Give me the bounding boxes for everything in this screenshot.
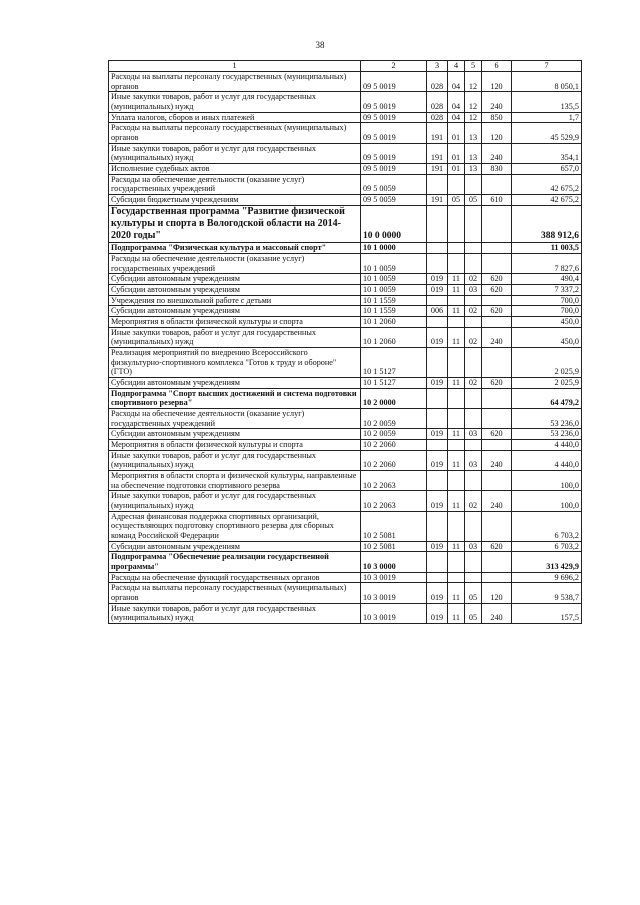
row-section-code: 04: [448, 112, 465, 123]
table-row: [109, 253, 582, 273]
row-amount: 7 827,6: [512, 253, 582, 273]
row-target-code: 09 5 0019: [361, 143, 427, 163]
row-name: Уплата налогов, сборов и иных платежей: [109, 112, 361, 123]
row-subsection-code: [465, 388, 482, 408]
row-expense-type: 620: [482, 378, 512, 389]
row-name: Реализация мероприятий по внедрению Всероссийского физкультурно-спортивного комплекса "Готов к труду и обороне" (ГТО): [109, 348, 361, 378]
row-target-code: 10 1 0000: [361, 243, 427, 254]
row-amount: 7 337,2: [512, 284, 582, 295]
row-ministry-code: [427, 572, 448, 583]
row-target-code: 09 5 0019: [361, 72, 427, 92]
table-row: [109, 195, 582, 206]
row-expense-type: 620: [482, 306, 512, 317]
row-section-code: 11: [448, 583, 465, 603]
row-target-code: 10 1 0059: [361, 253, 427, 273]
row-expense-type: [482, 348, 512, 378]
row-section-code: [448, 511, 465, 541]
row-amount: 4 440,0: [512, 440, 582, 451]
row-target-code: 10 3 0019: [361, 603, 427, 623]
page-number: 38: [315, 40, 325, 50]
row-expense-type: [482, 295, 512, 306]
row-section-code: 01: [448, 143, 465, 163]
row-section-code: 04: [448, 72, 465, 92]
row-expense-type: 830: [482, 164, 512, 175]
header-col-7: 7: [512, 61, 582, 72]
header-col-3: 3: [427, 61, 448, 72]
row-name: Расходы на выплаты персоналу государственных (муниципальных) органов: [109, 72, 361, 92]
row-target-code: 10 2 0059: [361, 409, 427, 429]
row-expense-type: 120: [482, 583, 512, 603]
row-section-code: 11: [448, 378, 465, 389]
table-row: [109, 143, 582, 163]
row-section-code: 11: [448, 274, 465, 285]
row-target-code: 09 5 0019: [361, 92, 427, 112]
header-col-5: 5: [465, 61, 482, 72]
row-amount: 9 538,7: [512, 583, 582, 603]
row-name: Адресная финансовая поддержка спортивных организаций, осуществляющих подготовку спортивного резерва для сборных команд Российской Федерации: [109, 511, 361, 541]
row-ministry-code: [427, 471, 448, 491]
row-subsection-code: [465, 174, 482, 194]
row-amount: 2 025,9: [512, 348, 582, 378]
row-ministry-code: 191: [427, 195, 448, 206]
row-name: Иные закупки товаров, работ и услуг для государственных (муниципальных) нужд: [109, 491, 361, 511]
row-target-code: 10 1 5127: [361, 378, 427, 389]
row-subsection-code: 13: [465, 123, 482, 143]
table-row: [109, 112, 582, 123]
row-name: Расходы на обеспечение деятельности (оказание услуг) государственных учреждений: [109, 253, 361, 273]
row-section-code: [448, 243, 465, 254]
row-expense-type: 120: [482, 123, 512, 143]
row-ministry-code: [427, 552, 448, 572]
row-expense-type: [482, 174, 512, 194]
row-target-code: 10 2 5081: [361, 511, 427, 541]
row-subsection-code: [465, 348, 482, 378]
row-name: Субсидии автономным учреждениям: [109, 429, 361, 440]
row-target-code: 09 5 0019: [361, 164, 427, 175]
table-row: [109, 284, 582, 295]
row-target-code: 10 1 1559: [361, 295, 427, 306]
row-section-code: 04: [448, 92, 465, 112]
row-section-code: [448, 471, 465, 491]
row-name: Мероприятия в области физической культуры и спорта: [109, 440, 361, 451]
row-amount: 313 429,9: [512, 552, 582, 572]
row-expense-type: 240: [482, 603, 512, 623]
table-row: [109, 72, 582, 92]
row-section-code: 11: [448, 603, 465, 623]
table-row: [109, 274, 582, 285]
row-name: Государственная программа "Развитие физической культуры и спорта в Вологодской области на 2014-2020 годы": [109, 205, 361, 243]
row-target-code: 10 2 2060: [361, 440, 427, 451]
row-target-code: 10 3 0019: [361, 583, 427, 603]
row-name: Учреждения по внешкольной работе с детьми: [109, 295, 361, 306]
row-subsection-code: [465, 511, 482, 541]
row-subsection-code: 03: [465, 284, 482, 295]
row-target-code: 10 2 0059: [361, 429, 427, 440]
row-target-code: 10 2 2063: [361, 471, 427, 491]
row-ministry-code: [427, 440, 448, 451]
row-name: Подпрограмма "Спорт высших достижений и система подготовки спортивного резерва": [109, 388, 361, 408]
row-subsection-code: [465, 409, 482, 429]
row-ministry-code: 019: [427, 603, 448, 623]
row-expense-type: [482, 572, 512, 583]
row-target-code: 09 5 0019: [361, 112, 427, 123]
row-amount: 42 675,2: [512, 174, 582, 194]
row-ministry-code: 019: [427, 378, 448, 389]
row-section-code: [448, 572, 465, 583]
row-section-code: [448, 348, 465, 378]
row-ministry-code: 028: [427, 72, 448, 92]
row-amount: 490,4: [512, 274, 582, 285]
row-amount: 6 703,2: [512, 511, 582, 541]
row-subsection-code: 02: [465, 274, 482, 285]
row-ministry-code: 019: [427, 583, 448, 603]
row-ministry-code: 019: [427, 450, 448, 470]
row-target-code: 10 2 5081: [361, 541, 427, 552]
row-amount: 157,5: [512, 603, 582, 623]
row-subsection-code: 13: [465, 143, 482, 163]
row-ministry-code: [427, 388, 448, 408]
row-ministry-code: [427, 409, 448, 429]
row-section-code: [448, 295, 465, 306]
header-col-2: 2: [361, 61, 427, 72]
row-name: Мероприятия в области физической культуры и спорта: [109, 317, 361, 328]
table-row: [109, 92, 582, 112]
table-row: [109, 409, 582, 429]
row-expense-type: 240: [482, 327, 512, 347]
row-target-code: 09 5 0059: [361, 195, 427, 206]
row-ministry-code: 019: [427, 274, 448, 285]
row-subsection-code: 02: [465, 327, 482, 347]
row-subsection-code: [465, 295, 482, 306]
row-name: Расходы на обеспечение функций государственных органов: [109, 572, 361, 583]
row-subsection-code: [465, 205, 482, 243]
table-row: [109, 174, 582, 194]
table-row: [109, 603, 582, 623]
row-section-code: [448, 317, 465, 328]
row-target-code: 10 2 0000: [361, 388, 427, 408]
row-amount: 42 675,2: [512, 195, 582, 206]
header-col-1: 1: [109, 61, 361, 72]
row-section-code: 11: [448, 306, 465, 317]
table-row: [109, 164, 582, 175]
row-ministry-code: 028: [427, 112, 448, 123]
row-amount: 657,0: [512, 164, 582, 175]
row-amount: 700,0: [512, 295, 582, 306]
row-ministry-code: [427, 317, 448, 328]
row-amount: 135,5: [512, 92, 582, 112]
row-ministry-code: 019: [427, 327, 448, 347]
row-amount: 388 912,6: [512, 205, 582, 243]
row-amount: 64 479,2: [512, 388, 582, 408]
table-row: [109, 511, 582, 541]
row-name: Расходы на обеспечение деятельности (оказание услуг) государственных учреждений: [109, 409, 361, 429]
table-row: [109, 348, 582, 378]
row-expense-type: [482, 471, 512, 491]
row-name: Иные закупки товаров, работ и услуг для государственных (муниципальных) нужд: [109, 327, 361, 347]
row-ministry-code: 019: [427, 491, 448, 511]
row-name: Иные закупки товаров, работ и услуг для государственных (муниципальных) нужд: [109, 450, 361, 470]
row-expense-type: [482, 317, 512, 328]
row-name: Субсидии автономным учреждениям: [109, 284, 361, 295]
table-row: [109, 295, 582, 306]
row-section-code: 11: [448, 429, 465, 440]
row-section-code: 11: [448, 541, 465, 552]
row-subsection-code: 02: [465, 306, 482, 317]
row-subsection-code: [465, 317, 482, 328]
row-amount: 100,0: [512, 471, 582, 491]
row-subsection-code: 12: [465, 112, 482, 123]
row-amount: 354,1: [512, 143, 582, 163]
row-amount: 53 236,0: [512, 429, 582, 440]
row-subsection-code: [465, 471, 482, 491]
row-section-code: 11: [448, 450, 465, 470]
table-header-row: [109, 61, 582, 72]
table-row: [109, 388, 582, 408]
row-expense-type: [482, 253, 512, 273]
row-section-code: [448, 409, 465, 429]
row-ministry-code: [427, 205, 448, 243]
row-target-code: 10 2 2060: [361, 450, 427, 470]
row-name: Иные закупки товаров, работ и услуг для государственных (муниципальных) нужд: [109, 143, 361, 163]
row-amount: 100,0: [512, 491, 582, 511]
table-row: [109, 306, 582, 317]
table-row: [109, 123, 582, 143]
table-row: [109, 471, 582, 491]
row-name: Исполнение судебных актов: [109, 164, 361, 175]
row-amount: 9 696,2: [512, 572, 582, 583]
row-ministry-code: 191: [427, 143, 448, 163]
row-target-code: 10 2 2063: [361, 491, 427, 511]
row-subsection-code: 02: [465, 378, 482, 389]
row-subsection-code: 03: [465, 541, 482, 552]
row-subsection-code: 13: [465, 164, 482, 175]
row-expense-type: 240: [482, 143, 512, 163]
row-name: Иные закупки товаров, работ и услуг для государственных (муниципальных) нужд: [109, 603, 361, 623]
row-subsection-code: [465, 243, 482, 254]
row-section-code: [448, 388, 465, 408]
row-section-code: [448, 440, 465, 451]
table-row: [109, 327, 582, 347]
row-amount: 53 236,0: [512, 409, 582, 429]
row-expense-type: 620: [482, 429, 512, 440]
row-subsection-code: 05: [465, 603, 482, 623]
row-subsection-code: 03: [465, 429, 482, 440]
table-row: [109, 429, 582, 440]
row-name: Субсидии автономным учреждениям: [109, 306, 361, 317]
row-name: Субсидии автономным учреждениям: [109, 274, 361, 285]
row-target-code: 10 1 0059: [361, 274, 427, 285]
row-ministry-code: [427, 174, 448, 194]
row-ministry-code: 019: [427, 429, 448, 440]
row-subsection-code: 02: [465, 491, 482, 511]
row-amount: 450,0: [512, 327, 582, 347]
row-target-code: 10 1 2060: [361, 317, 427, 328]
row-section-code: 11: [448, 327, 465, 347]
row-target-code: 10 1 2060: [361, 327, 427, 347]
row-section-code: [448, 174, 465, 194]
row-amount: 450,0: [512, 317, 582, 328]
row-target-code: 10 1 0059: [361, 284, 427, 295]
row-name: Мероприятия в области спорта и физической культуры, направленные на обеспечение подготовки спортивного резерва: [109, 471, 361, 491]
row-subsection-code: 05: [465, 195, 482, 206]
row-expense-type: [482, 409, 512, 429]
row-expense-type: [482, 552, 512, 572]
row-subsection-code: [465, 572, 482, 583]
row-section-code: [448, 552, 465, 572]
row-subsection-code: [465, 440, 482, 451]
row-subsection-code: 05: [465, 583, 482, 603]
table-row: [109, 243, 582, 254]
table-row: [109, 450, 582, 470]
row-name: Расходы на обеспечение деятельности (оказание услуг) государственных учреждений: [109, 174, 361, 194]
row-section-code: 11: [448, 284, 465, 295]
row-amount: 6 703,2: [512, 541, 582, 552]
row-ministry-code: 019: [427, 284, 448, 295]
row-expense-type: 610: [482, 195, 512, 206]
row-subsection-code: 12: [465, 92, 482, 112]
row-ministry-code: [427, 295, 448, 306]
row-subsection-code: [465, 253, 482, 273]
row-expense-type: [482, 388, 512, 408]
row-expense-type: 620: [482, 284, 512, 295]
budget-table: [108, 60, 582, 624]
row-target-code: 10 1 5127: [361, 348, 427, 378]
row-expense-type: 620: [482, 541, 512, 552]
row-amount: 1,7: [512, 112, 582, 123]
row-amount: 8 050,1: [512, 72, 582, 92]
row-expense-type: [482, 243, 512, 254]
row-ministry-code: 191: [427, 123, 448, 143]
row-subsection-code: [465, 552, 482, 572]
row-ministry-code: [427, 348, 448, 378]
row-expense-type: [482, 205, 512, 243]
table-row: [109, 317, 582, 328]
row-amount: 11 003,5: [512, 243, 582, 254]
row-expense-type: 850: [482, 112, 512, 123]
row-expense-type: [482, 440, 512, 451]
header-col-4: 4: [448, 61, 465, 72]
row-ministry-code: [427, 511, 448, 541]
table-row: [109, 552, 582, 572]
row-section-code: [448, 253, 465, 273]
row-ministry-code: [427, 253, 448, 273]
table-row: [109, 583, 582, 603]
row-subsection-code: 12: [465, 72, 482, 92]
row-expense-type: [482, 511, 512, 541]
row-name: Подпрограмма "Обеспечение реализации государственной программы": [109, 552, 361, 572]
row-name: Иные закупки товаров, работ и услуг для государственных (муниципальных) нужд: [109, 92, 361, 112]
row-ministry-code: [427, 243, 448, 254]
row-expense-type: 240: [482, 450, 512, 470]
row-section-code: 01: [448, 164, 465, 175]
row-name: Подпрограмма "Физическая культура и массовый спорт": [109, 243, 361, 254]
row-amount: 2 025,9: [512, 378, 582, 389]
row-section-code: 05: [448, 195, 465, 206]
table-row: [109, 378, 582, 389]
row-name: Субсидии бюджетным учреждениям: [109, 195, 361, 206]
row-name: Субсидии автономным учреждениям: [109, 541, 361, 552]
table-row: [109, 572, 582, 583]
row-ministry-code: 019: [427, 541, 448, 552]
row-name: Расходы на выплаты персоналу государственных (муниципальных) органов: [109, 583, 361, 603]
row-target-code: 10 3 0000: [361, 552, 427, 572]
row-name: Расходы на выплаты персоналу государственных (муниципальных) органов: [109, 123, 361, 143]
row-target-code: 09 5 0059: [361, 174, 427, 194]
row-section-code: [448, 205, 465, 243]
row-target-code: 10 1 1559: [361, 306, 427, 317]
table-row: [109, 541, 582, 552]
row-expense-type: 240: [482, 92, 512, 112]
row-target-code: 09 5 0019: [361, 123, 427, 143]
row-name: Субсидии автономным учреждениям: [109, 378, 361, 389]
table-row: [109, 205, 582, 243]
table-body: [109, 72, 582, 624]
table-row: [109, 491, 582, 511]
header-col-6: 6: [482, 61, 512, 72]
row-expense-type: 120: [482, 72, 512, 92]
row-target-code: 10 0 0000: [361, 205, 427, 243]
row-expense-type: 620: [482, 274, 512, 285]
row-section-code: 11: [448, 491, 465, 511]
row-ministry-code: 028: [427, 92, 448, 112]
row-target-code: 10 3 0019: [361, 572, 427, 583]
row-amount: 700,0: [512, 306, 582, 317]
row-amount: 45 529,9: [512, 123, 582, 143]
row-subsection-code: 03: [465, 450, 482, 470]
row-section-code: 01: [448, 123, 465, 143]
row-amount: 4 440,0: [512, 450, 582, 470]
row-ministry-code: 006: [427, 306, 448, 317]
row-ministry-code: 191: [427, 164, 448, 175]
row-expense-type: 240: [482, 491, 512, 511]
table-row: [109, 440, 582, 451]
